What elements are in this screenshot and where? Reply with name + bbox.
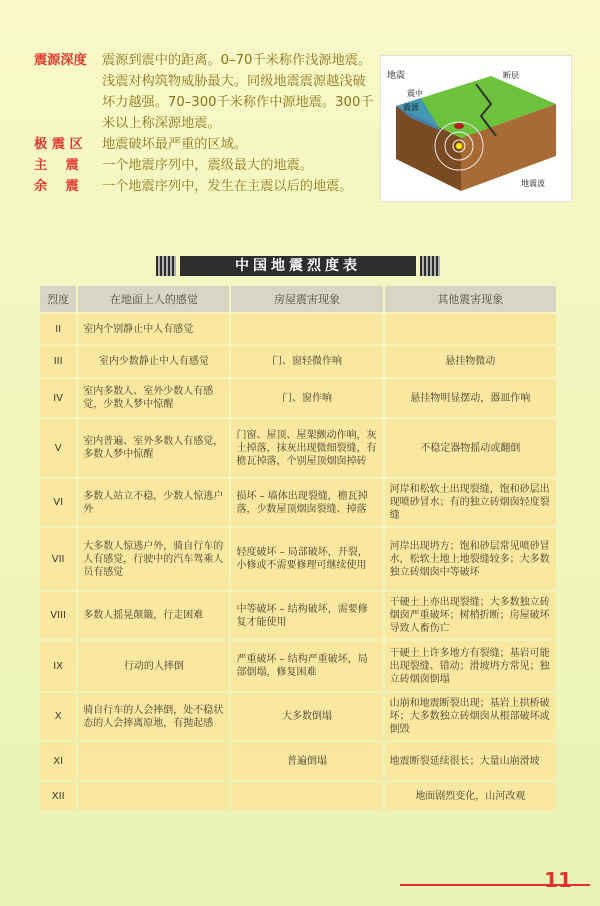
cell-intensity: X <box>40 693 76 740</box>
cell-building: 门、窗轻微作响 <box>231 346 382 377</box>
table-row <box>40 314 556 344</box>
table-row <box>40 419 556 477</box>
definition-desc: 震源到震中的距离。0–70千米称作浅源地震。浅震对构筑物威胁最大。同级地震震源越浅破坏力越强。70–300千米称作中源地震。300千米以上称深源地震。 <box>102 53 374 131</box>
cell-building: 大多数倒塌 <box>231 693 382 740</box>
definition-meizoseismal-area <box>34 134 374 155</box>
cell-building <box>231 314 382 344</box>
table-row <box>40 479 556 526</box>
cell-intensity: VI <box>40 479 76 526</box>
cell-feeling: 多数人摇晃颠簸，行走困难 <box>78 592 229 639</box>
cell-feeling: 室内多数人、室外少数人有感觉，少数人梦中惊醒 <box>78 379 229 417</box>
cell-other: 山崩和地震断裂出现；基岩上拱桥破坏；大多数独立砖烟囱从根部破坏或倒毁 <box>385 693 556 740</box>
cell-building: 中等破坏 – 结构破坏，需要修复才能使用 <box>231 592 382 639</box>
definition-focal-depth <box>34 50 374 134</box>
definition-aftershock <box>34 176 374 197</box>
cell-intensity: VIII <box>40 592 76 639</box>
definition-term: 主 震 <box>34 158 79 173</box>
earthquake-diagram <box>380 55 572 202</box>
table-row <box>40 641 556 691</box>
definition-desc: 地震破坏最严重的区域。 <box>102 137 248 152</box>
table-row <box>40 742 556 780</box>
definition-term: 余 震 <box>34 179 79 194</box>
definition-desc: 一个地震序列中，发生在主震以后的地震。 <box>102 179 353 194</box>
cell-feeling <box>78 782 229 810</box>
header-human-feeling: 在地面上人的感觉 <box>78 286 229 312</box>
definition-term: 震源深度 <box>34 53 87 68</box>
header-building-damage: 房屋震害现象 <box>231 286 382 312</box>
cell-intensity: IV <box>40 379 76 417</box>
definition-mainshock <box>34 155 374 176</box>
cell-intensity: III <box>40 346 76 377</box>
cell-building <box>231 782 382 810</box>
cell-feeling: 室内普遍、室外多数人有感觉，多数人梦中惊醒 <box>78 419 229 477</box>
cell-feeling: 多数人站立不稳，少数人惊逃户外 <box>78 479 229 526</box>
table-row <box>40 782 556 810</box>
cell-other: 干硬土上许多地方有裂缝；基岩可能出现裂缝、错动；滑坡坍方常见；独立砖烟囱倒塌 <box>385 641 556 691</box>
cell-building: 轻度破坏 – 局部破坏，开裂，小修或不需要修理可继续使用 <box>231 528 382 590</box>
cell-other: 不稳定器物摇动或翻倒 <box>385 419 556 477</box>
cell-building: 严重破坏 – 结构严重破坏，局部倒塌，修复困难 <box>231 641 382 691</box>
cell-other: 河岸出现坍方；饱和砂层常见喷砂冒水，松软土地上地裂缝较多；大多数独立砖烟囱中等破坏 <box>385 528 556 590</box>
cell-feeling: 骑自行车的人会摔倒，处不稳状态的人会摔离原地，有抛起感 <box>78 693 229 740</box>
header-intensity: 烈度 <box>40 286 76 312</box>
cell-feeling: 室内少数静止中人有感觉 <box>78 346 229 377</box>
cell-feeling: 大多数人惊逃户外，骑自行车的人有感觉，行驶中的汽车驾乘人员有感觉 <box>78 528 229 590</box>
table-header-row <box>40 286 556 312</box>
cell-other: 地面剧烈变化，山河改观 <box>385 782 556 810</box>
cell-building: 门、窗作响 <box>231 379 382 417</box>
figure-title: 地震 <box>387 71 406 81</box>
title-stripes-right <box>420 256 440 276</box>
definitions <box>34 50 374 197</box>
page-number: 11 <box>544 868 572 892</box>
table-row <box>40 693 556 740</box>
cell-building: 损坏 – 墙体出现裂缝，檐瓦掉落，少数屋顶烟囱裂缝、掉落 <box>231 479 382 526</box>
cell-intensity: VII <box>40 528 76 590</box>
cell-other: 悬挂物明显摆动，器皿作响 <box>385 379 556 417</box>
cell-other: 地震断裂延续很长；大量山崩滑坡 <box>385 742 556 780</box>
table-row <box>40 528 556 590</box>
hypocenter-label: 震源 <box>403 103 419 112</box>
intensity-table <box>38 284 558 812</box>
cell-intensity: IX <box>40 641 76 691</box>
cell-other <box>385 314 556 344</box>
title-stripes-left <box>156 256 176 276</box>
cell-feeling: 室内个别静止中人有感觉 <box>78 314 229 344</box>
table-row <box>40 346 556 377</box>
cell-feeling: 行动的人摔倒 <box>78 641 229 691</box>
table-title <box>180 256 416 276</box>
cell-other: 悬挂物微动 <box>385 346 556 377</box>
cell-intensity: XI <box>40 742 76 780</box>
seismic-wave-label: 地震波 <box>521 179 545 188</box>
epicenter-label: 震中 <box>407 89 423 98</box>
cell-other: 干硬土上亦出现裂缝；大多数独立砖烟囱严重破坏；树梢折断；房屋破坏导致人畜伤亡 <box>385 592 556 639</box>
cell-building: 门窗、屋顶、屋架颤动作响，灰土掉落，抹灰出现微细裂缝，有檐瓦掉落，个别屋顶烟囱掉砖 <box>231 419 382 477</box>
cell-intensity: XII <box>40 782 76 810</box>
cell-building: 普遍倒塌 <box>231 742 382 780</box>
table-row <box>40 592 556 639</box>
cell-other: 河岸和松软土出现裂缝，饱和砂层出现喷砂冒水；有的独立砖烟囱轻度裂缝 <box>385 479 556 526</box>
table-title-text: 中国地震烈度表 <box>235 258 361 274</box>
header-other-damage: 其他震害现象 <box>385 286 556 312</box>
cell-feeling <box>78 742 229 780</box>
table-row <box>40 379 556 417</box>
cell-intensity: V <box>40 419 76 477</box>
cell-intensity: II <box>40 314 76 344</box>
fault-label: 断层 <box>503 71 519 80</box>
definition-desc: 一个地震序列中，震级最大的地震。 <box>102 158 313 173</box>
definition-term: 极 震 区 <box>34 137 83 152</box>
